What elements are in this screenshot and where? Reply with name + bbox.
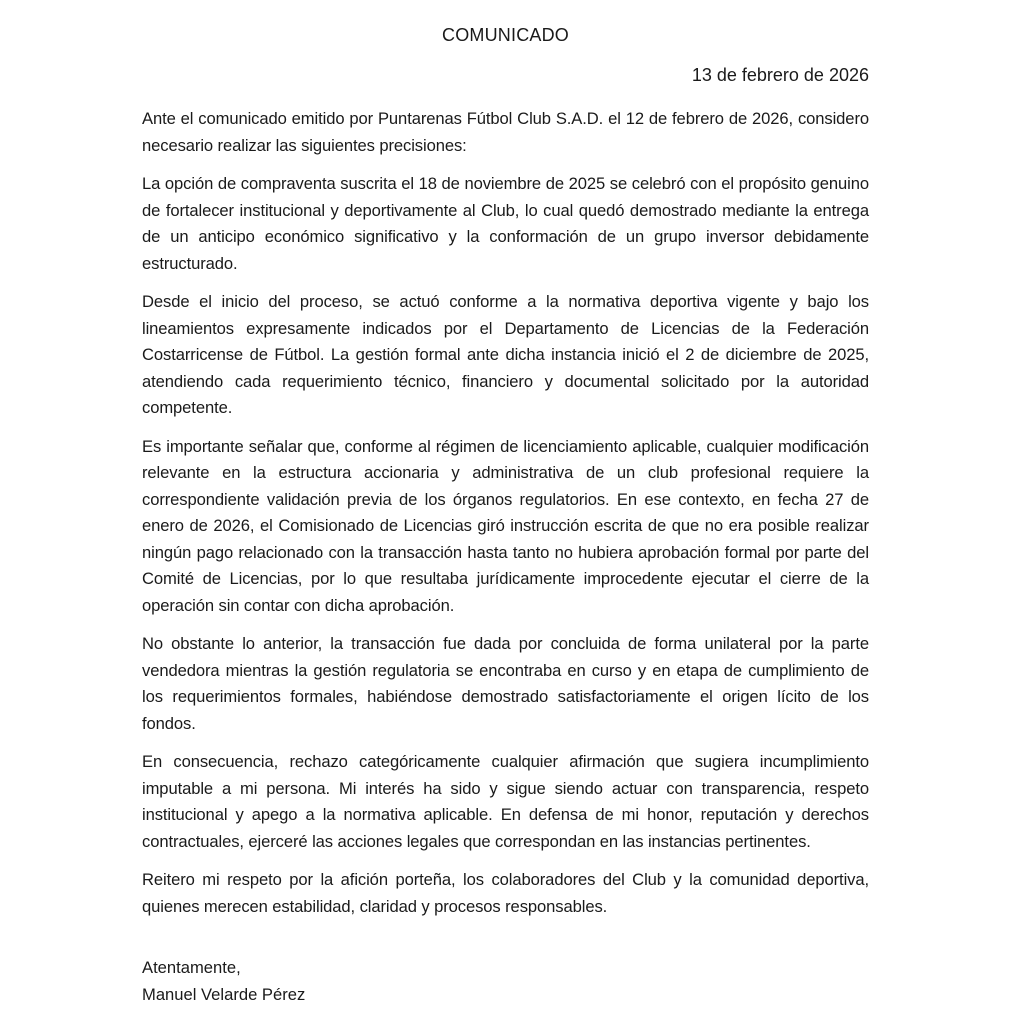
paragraph-respect: Reitero mi respeto por la afición porteña, los colaboradores del Club y la comunidad deportiva, quienes merecen estabilidad, claridad y procesos responsables. [142, 870, 869, 916]
document-date: 13 de febrero de 2026 [691, 65, 869, 85]
paragraph-rejection: En consecuencia, rechazo categóricamente cualquier afirmación que sugiera incumplimiento imputable a mi persona. Mi interés ha sido y sigue siendo actuar con transparencia, respeto institucional y apego a la normativa aplicable. En defensa de mi honor, reputación y derechos contractuales, ejerceré las acciones legales que correspondan en las instancias pertinentes. [142, 752, 869, 851]
signatory-name: Manuel Velarde Pérez [142, 984, 306, 1004]
document-body [142, 106, 869, 932]
paragraph-intro: Ante el comunicado emitido por Puntarenas Fútbol Club S.A.D. el 12 de febrero de 2026, considero necesario realizar las siguientes precisiones: [142, 109, 869, 155]
paragraph-process: Desde el inicio del proceso, se actuó conforme a la normativa deportiva vigente y bajo los lineamientos expresamente indicados por el Departamento de Licencias de la Federación Costarricense de Fútbol. La gestión formal ante dicha instancia inició el 2 de diciembre de 2025, atendiendo cada requerimiento técnico, financiero y documental solicitado por la autoridad competente. [142, 292, 869, 417]
paragraph-termination: No obstante lo anterior, la transacción fue dada por concluida de forma unilateral por la parte vendedora mientras la gestión regulatoria se encontraba en curso y en etapa de cumplimiento de los requerimientos formales, habiéndose demostrado satisfactoriamente el origen lícito de los fondos. [142, 634, 869, 733]
signature-block [142, 955, 305, 1008]
paragraph-purchase-option: La opción de compraventa suscrita el 18 de noviembre de 2025 se celebró con el propósito genuino de fortalecer institucional y deportivamente al Club, lo cual quedó demostrado mediante la entrega de un anticipo económico significativo y la conformación de un grupo inversor debidamente estructurado. [142, 174, 869, 273]
paragraph-licensing: Es importante señalar que, conforme al régimen de licenciamiento aplicable, cualquier modificación relevante en la estructura accionaria y administrativa de un club profesional requiere la correspondiente validación previa de los órganos regulatorios. En ese contexto, en fecha 27 de enero de 2026, el Comisionado de Licencias giró instrucción escrita de que no era posible realizar ningún pago relacionado con la transacción hasta tanto no hubiera aprobación formal por parte del Comité de Licencias, por lo que resultaba jurídicamente improcedente ejecutar el cierre de la operación sin contar con dicha aprobación. [142, 436, 869, 615]
document-title: COMUNICADO [442, 25, 569, 45]
closing-text: Atentamente, [142, 958, 241, 977]
